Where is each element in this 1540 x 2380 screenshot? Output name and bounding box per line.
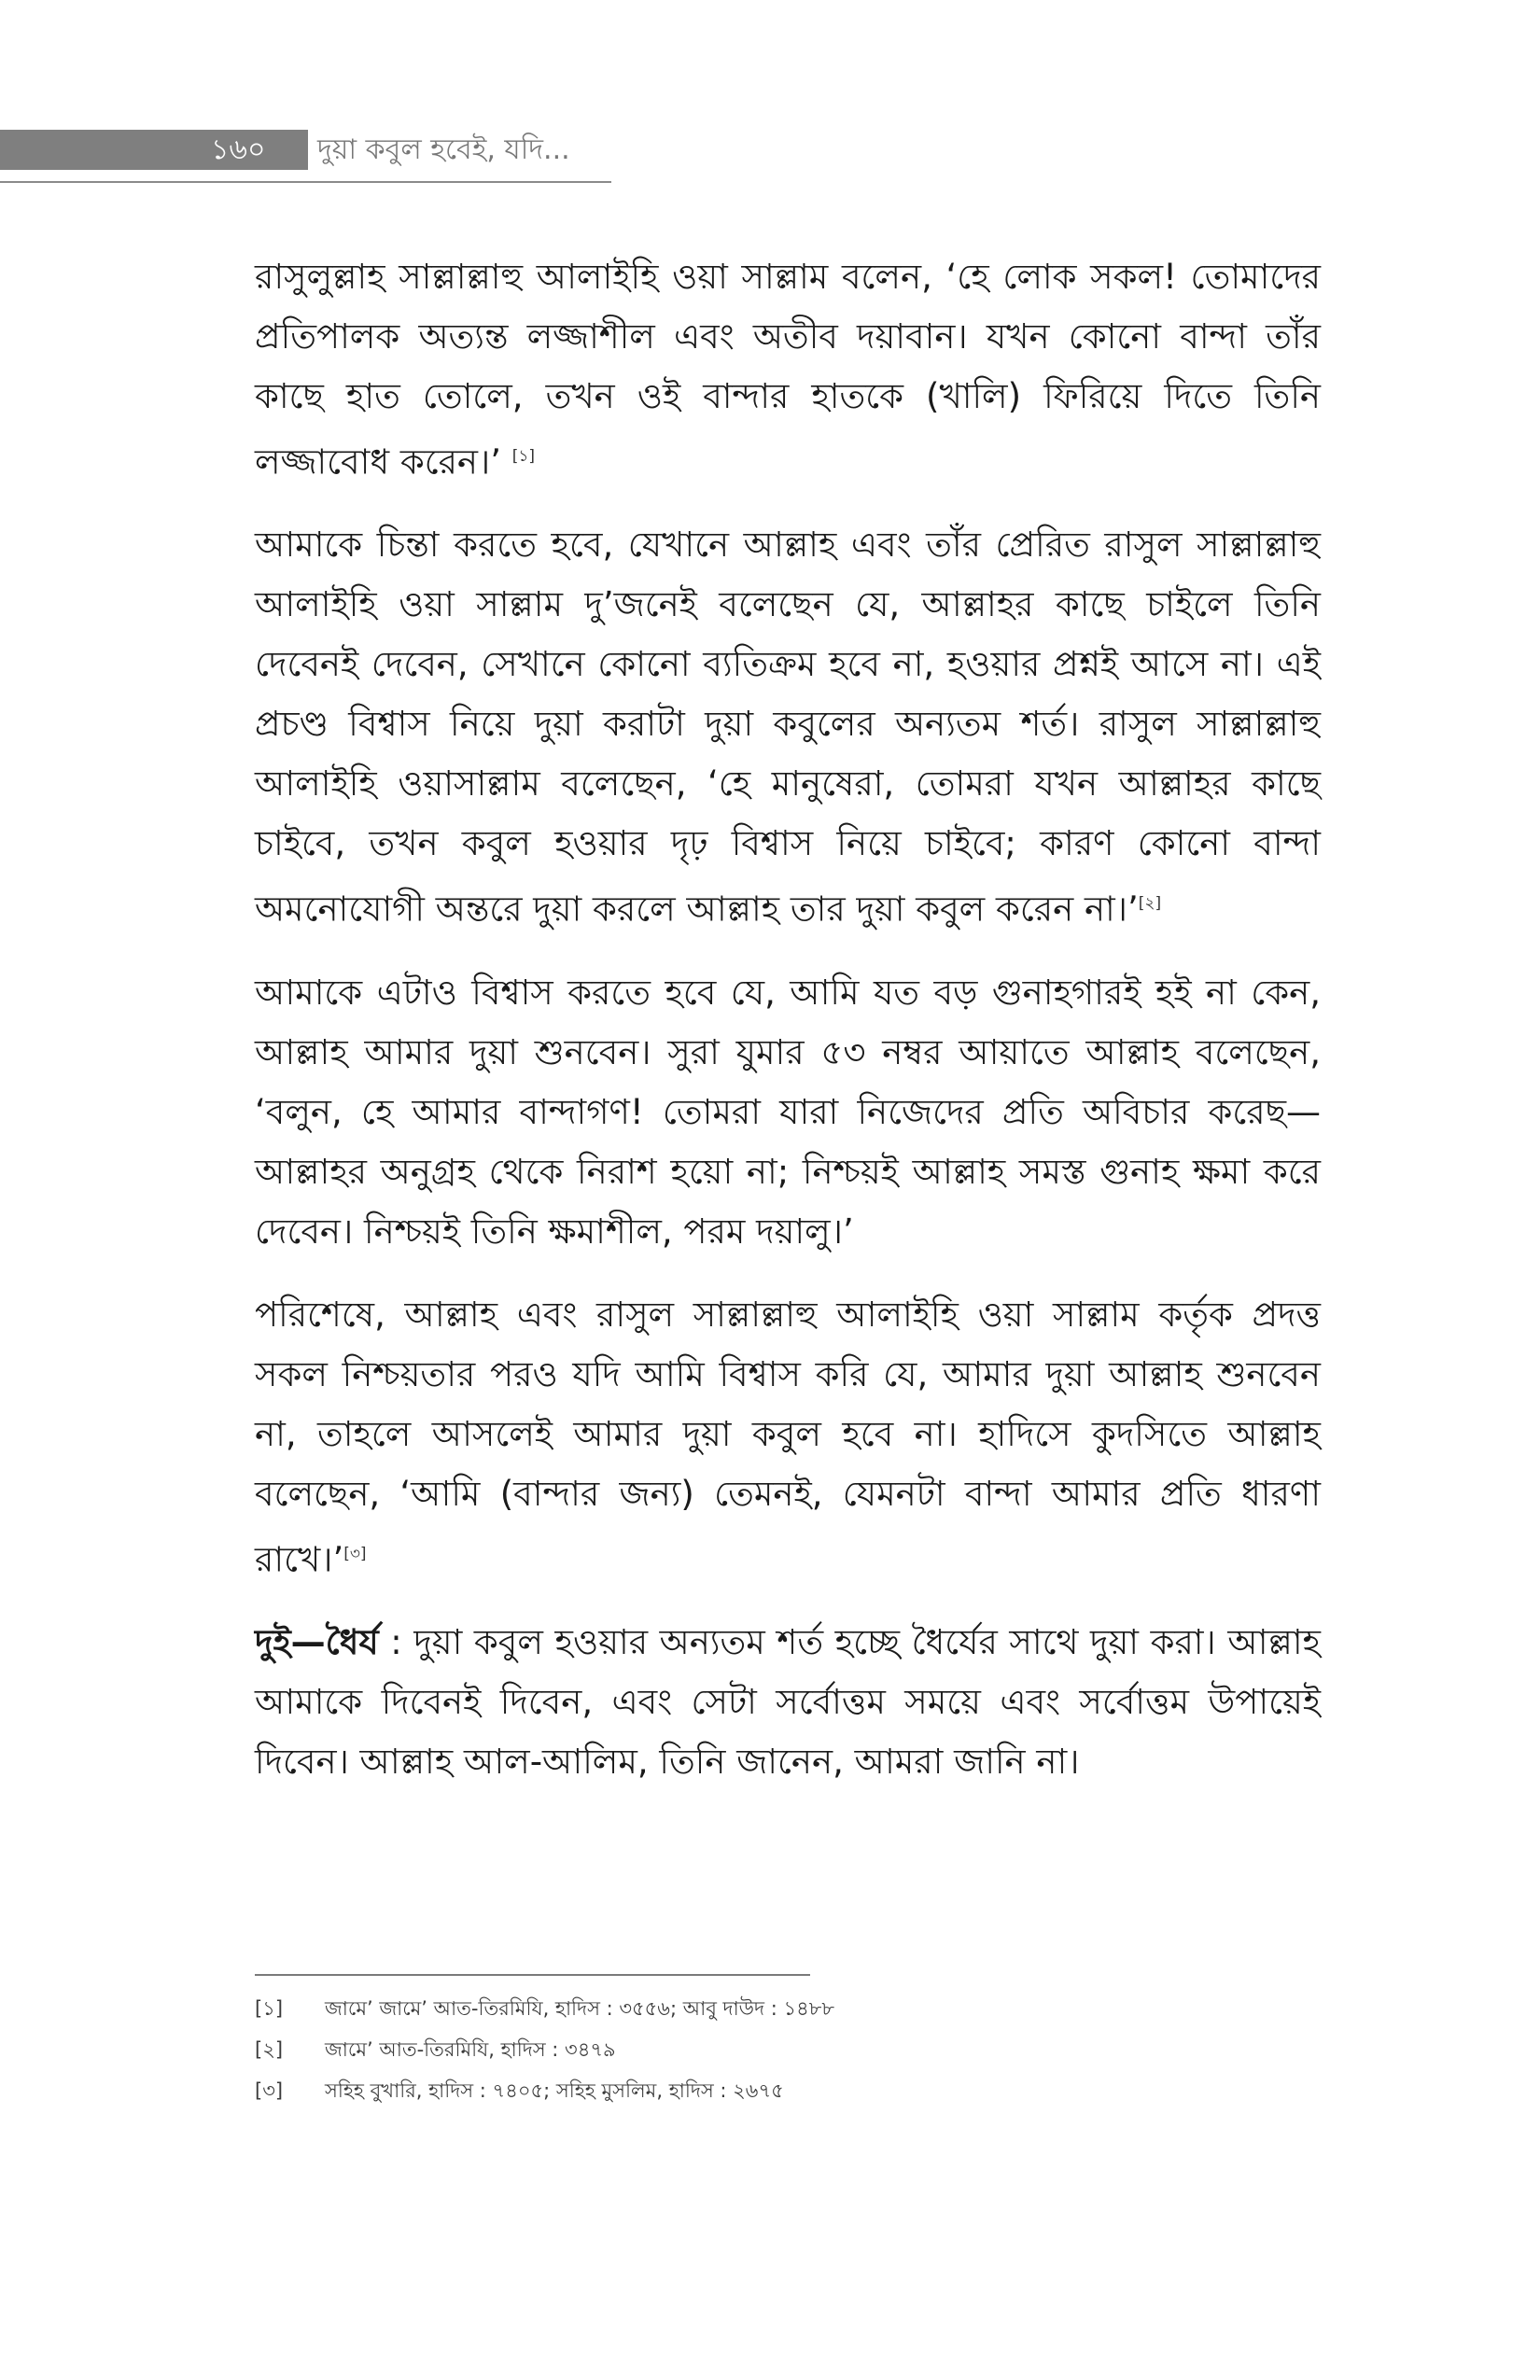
paragraph-text: আমাকে চিন্তা করতে হবে, যেখানে আল্লাহ এবং তাঁর প্রেরিত রাসুল সাল্লাল্লাহু আলাইহি ওয়া সাল্লাম দু’জনেই বলেছেন যে, আল্লাহর কাছে চাইলে তিনি দেবেনই দেবেন, সেখানে কোনো ব্যতিক্রম হবে না, হওয়ার প্রশ্নই আসে না। এই প্রচণ্ড বিশ্বাস নিয়ে দুয়া করাটা দুয়া কবুলের অন্যতম শর্ত। রাসুল সাল্লাল্লাহু আলাইহি ওয়াসাল্লাম বলেছেন, ‘হে মানুষেরা, তোমরা যখন আল্লাহর কাছে চাইবে, তখন কবুল হওয়ার দৃঢ় বিশ্বাস নিয়ে চাইবে; কারণ কোনো বান্দা অমনোযোগী অন্তরে দুয়া করলে আল্লাহ তার দুয়া কবুল করেন না।’: [255, 525, 1321, 930]
footnote-3: [255, 2070, 1321, 2111]
footnote-ref-1[interactable]: [১]: [511, 447, 536, 466]
footnote-1: [255, 1988, 1321, 2029]
footnote-text: সহিহ বুখারি, হাদিস : ৭৪০৫; সহিহ মুসলিম, হাদিস : ২৬৭৫: [325, 2079, 784, 2102]
page-number: ১৬০: [211, 133, 266, 166]
section-heading: দুই—ধৈর্য: [255, 1621, 379, 1662]
footnote-mark: [১]: [255, 1997, 284, 2020]
paragraph-text: আমাকে এটাও বিশ্বাস করতে হবে যে, আমি যত বড় গুনাহগারই হই না কেন, আল্লাহ আমার দুয়া শুনবেন। সুরা যুমার ৫৩ নম্বর আয়াতে আল্লাহ বলেছেন, ‘বলুন, হে আমার বান্দাগণ! তোমরা যারা নিজেদের প্রতি অবিচার করেছ—আল্লাহর অনুগ্রহ থেকে নিরাশ হয়ো না; নিশ্চয়ই আল্লাহ সমস্ত গুনাহ ক্ষমা করে দেবেন। নিশ্চয়ই তিনি ক্ষমাশীল, পরম দয়ালু।’: [255, 972, 1321, 1252]
paragraph-text: রাসুলুল্লাহ সাল্লাল্লাহু আলাইহি ওয়া সাল্লাম বলেন, ‘হে লোক সকল! তোমাদের প্রতিপালক অত্যন্ত লজ্জাশীল এবং অতীব দয়াবান। যখন কোনো বান্দা তাঁর কাছে হাত তোলে, তখন ওই বান্দার হাতকে (খালি) ফিরিয়ে দিতে তিনি লজ্জাবোধ করেন।’: [255, 257, 1321, 483]
footnote-mark: [২]: [255, 2038, 284, 2061]
page-body: [255, 247, 1321, 1815]
paragraph-4: [255, 1285, 1321, 1589]
footnote-ref-2[interactable]: [২]: [1138, 894, 1162, 914]
paragraph-2: [255, 515, 1321, 939]
footnote-ref-3[interactable]: [৩]: [343, 1544, 367, 1563]
paragraph-text: পরিশেষে, আল্লাহ এবং রাসুল সাল্লাল্লাহু আলাইহি ওয়া সাল্লাম কর্তৃক প্রদত্ত সকল নিশ্চয়তার পরও যদি আমি বিশ্বাস করি যে, আমার দুয়া আল্লাহ শুনবেন না, তাহলে আসলেই আমার দুয়া কবুল হবে না। হাদিসে কুদসিতে আল্লাহ বলেছেন, ‘আমি (বান্দার জন্য) তেমনই, যেমনটা বান্দা আমার প্রতি ধারণা রাখে।’: [255, 1294, 1321, 1579]
paragraph-1: [255, 247, 1321, 492]
running-title: দুয়া কবুল হবেই, যদি...: [317, 133, 570, 166]
section-paragraph: [255, 1613, 1321, 1792]
footnote-divider: [255, 1974, 810, 1976]
footnote-text: জামে’ জামে’ আত-তিরমিযি, হাদিস : ৩৫৫৬; আবু দাউদ : ১৪৮৮: [325, 1997, 835, 2020]
section-text: : দুয়া কবুল হওয়ার অন্যতম শর্ত হচ্ছে ধৈর্যের সাথে দুয়া করা। আল্লাহ আমাকে দিবেনই দিবেন, এবং সেটা সর্বোত্তম সময়ে এবং সর্বোত্তম উপায়েই দিবেন। আল্লাহ আল-আলিম, তিনি জানেন, আমরা জানি না।: [255, 1621, 1321, 1782]
paragraph-3: [255, 963, 1321, 1262]
footnote-text: জামে’ আত-তিরমিযি, হাদিস : ৩৪৭৯: [325, 2038, 616, 2061]
footnote-mark: [৩]: [255, 2079, 284, 2102]
footnote-2: [255, 2029, 1321, 2070]
header-divider: [0, 181, 611, 183]
footnotes: [255, 1988, 1321, 2111]
